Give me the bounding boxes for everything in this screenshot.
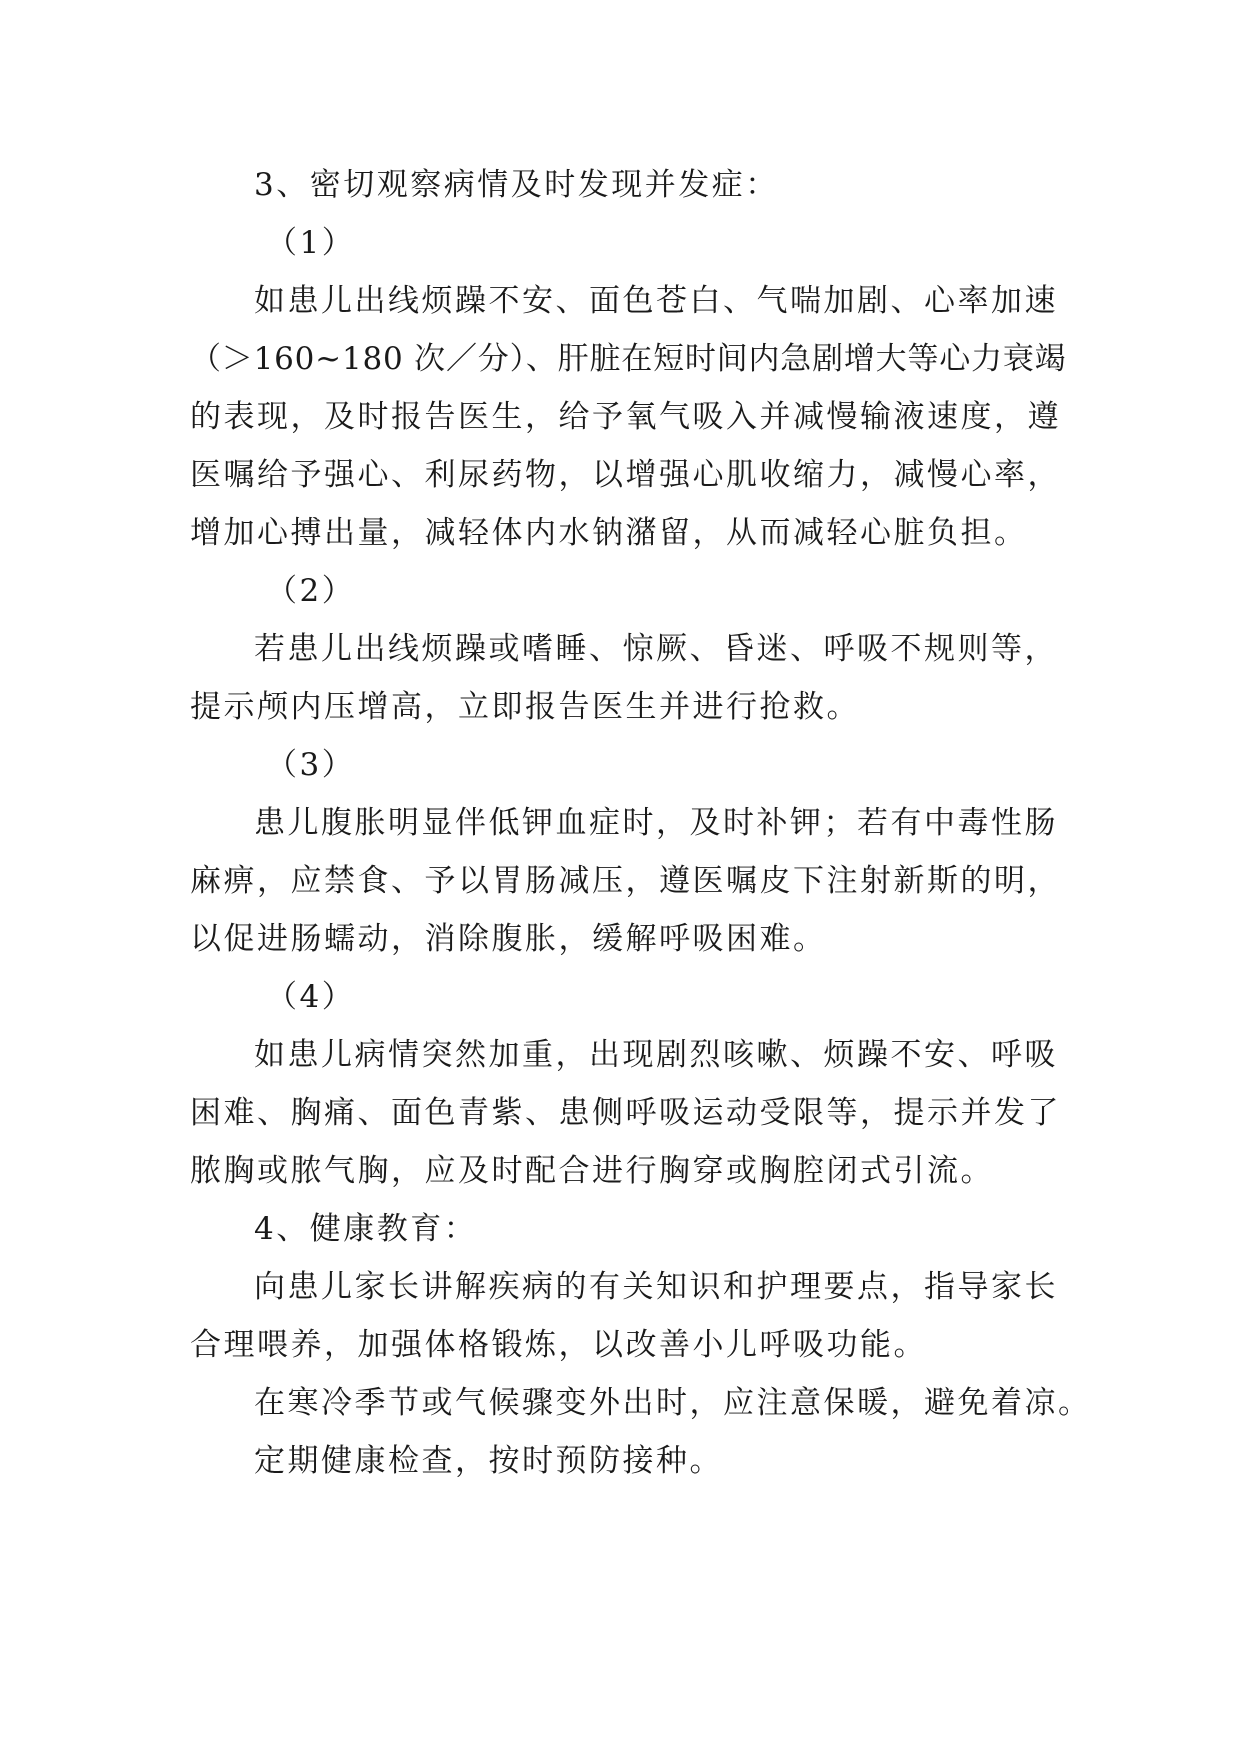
paragraph-line: （＞160~180 次／分）、肝脏在短时间内急剧增大等心力衰竭 <box>190 341 1067 377</box>
paragraph-line: 的表现，及时报告医生，给予氧气吸入并减慢输液速度，遵 <box>190 399 1061 435</box>
section-heading-3: 3、密切观察病情及时发现并发症： <box>254 167 779 203</box>
paragraph-line: 麻痹，应禁食、予以胃肠减压，遵医嘱皮下注射新斯的明， <box>190 863 1061 899</box>
item-number-2: （2） <box>266 573 356 609</box>
item-number-3: （3） <box>266 747 356 783</box>
paragraph-line: 以促进肠蠕动，消除腹胀，缓解呼吸困难。 <box>190 921 827 957</box>
paragraph-line: 向患儿家长讲解疾病的有关知识和护理要点，指导家长 <box>254 1269 1058 1305</box>
paragraph-line: 在寒冷季节或气候骤变外出时，应注意保暖，避免着凉。 <box>254 1385 1092 1421</box>
paragraph-line: 脓胸或脓气胸，应及时配合进行胸穿或胸腔闭式引流。 <box>190 1153 994 1189</box>
paragraph-line: 患儿腹胀明显伴低钾血症时，及时补钾；若有中毒性肠 <box>254 805 1058 841</box>
paragraph-line: 如患儿病情突然加重，出现剧烈咳嗽、烦躁不安、呼吸 <box>254 1037 1058 1073</box>
document-body <box>190 156 1092 1490</box>
section-heading-4: 4、健康教育： <box>254 1211 478 1247</box>
paragraph-line: 医嘱给予强心、利尿药物，以增强心肌收缩力，减慢心率， <box>190 457 1061 493</box>
item-number-4: （4） <box>266 979 356 1015</box>
paragraph-line: 如患儿出线烦躁不安、面色苍白、气喘加剧、心率加速 <box>254 283 1058 319</box>
paragraph-line: 困难、胸痛、面色青紫、患侧呼吸运动受限等，提示并发了 <box>190 1095 1061 1131</box>
paragraph-line: 定期健康检查，按时预防接种。 <box>254 1443 723 1479</box>
paragraph-line: 合理喂养，加强体格锻炼，以改善小儿呼吸功能。 <box>190 1327 927 1363</box>
paragraph-line: 增加心搏出量，减轻体内水钠潴留，从而减轻心脏负担。 <box>190 515 1028 551</box>
paragraph-line: 若患儿出线烦躁或嗜睡、惊厥、昏迷、呼吸不规则等， <box>254 631 1058 667</box>
paragraph-line: 提示颅内压增高，立即报告医生并进行抢救。 <box>190 689 860 725</box>
item-number-1: （1） <box>266 225 356 261</box>
